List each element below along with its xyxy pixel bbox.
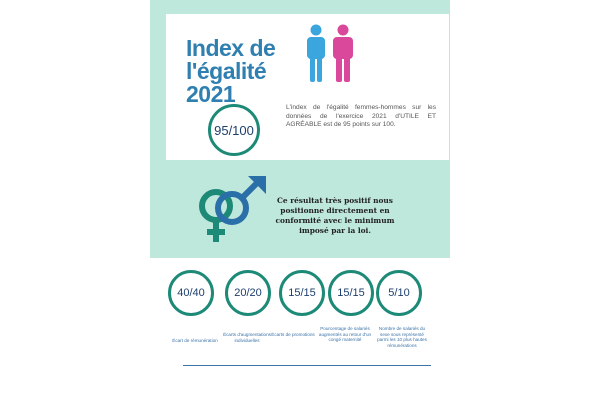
man-woman-icon (302, 24, 358, 84)
metrics-row (168, 270, 436, 320)
title-line-2: l'égalité 2021 (186, 58, 267, 107)
score-circle (208, 104, 260, 156)
metric-label-maternite: Pourcentage de salariés augmentés au retour d'un congé maternité (318, 326, 372, 343)
metric-circle-hautes-remunerations (376, 270, 422, 316)
labels-underline (183, 365, 431, 366)
score-value: 95/100 (214, 122, 254, 138)
male-female-symbol-icon (190, 172, 272, 248)
metric-value: 20/20 (234, 287, 262, 299)
metric-circle-remuneration (168, 270, 214, 316)
metric-circle-augmentations (225, 270, 271, 316)
title-line-1: Index de (186, 35, 276, 61)
result-text: Ce résultat très positif nous positionne directement en conformité avec le minimum imposé par la loi. (275, 196, 395, 235)
metric-circle-maternite (328, 270, 374, 316)
metric-labels (172, 324, 444, 364)
metric-value: 15/15 (288, 287, 316, 299)
metric-value: 5/10 (388, 287, 410, 299)
metric-label-promotions: Écarts de promotions (271, 332, 315, 337)
score-description: L'index de l'égalité femmes-hommes sur les données de l'exercice 2021 d'UTILE ET AGRÉABLE est de 95 points sur 100. (286, 104, 436, 129)
metric-label-remuneration: Écart de rémunération (172, 338, 218, 343)
page-title (186, 37, 316, 106)
metric-value: 40/40 (177, 287, 205, 299)
metric-circle-promotions (279, 270, 325, 316)
metric-label-augmentations: Écarts d'augmentations individuelles (223, 332, 271, 343)
metric-value: 15/15 (337, 287, 365, 299)
metric-label-hautes-remunerations: Nombre de salariés du sexe sous représenté parmi les 10 plus hautes rémunérations (377, 326, 427, 348)
